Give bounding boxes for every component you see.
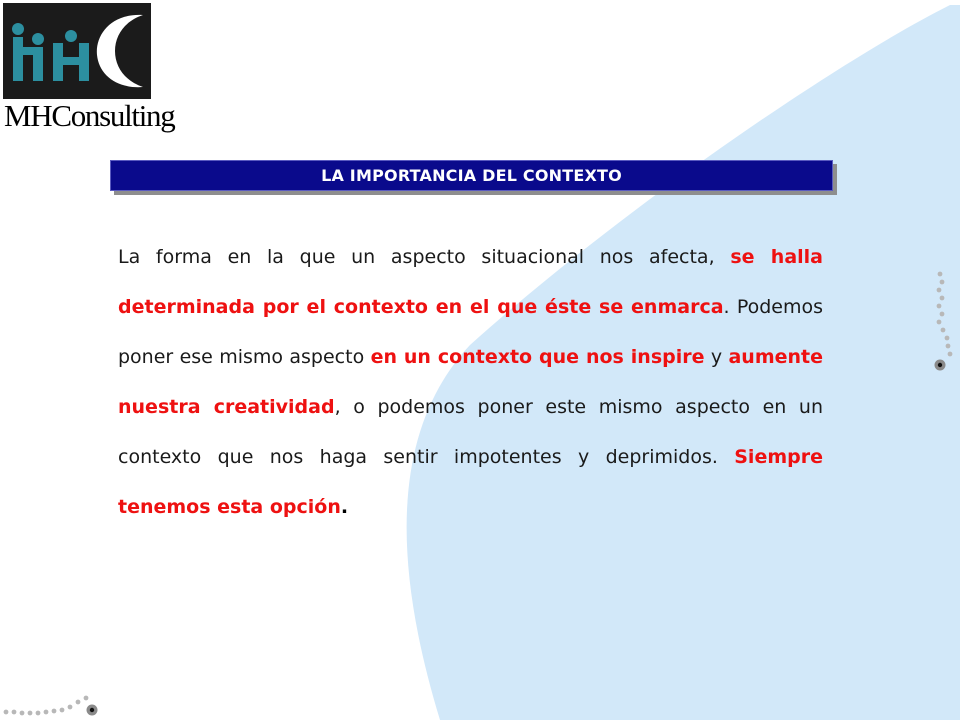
mhc-logo-icon [3,3,151,99]
slide-title-text: LA IMPORTANCIA DEL CONTEXTO [321,166,622,185]
body-paragraph [118,232,823,532]
paragraph-segment: La forma en la que un aspecto situacional nos afecta, [118,246,731,268]
paragraph-highlight: aumente nuestra creatividad [118,346,824,418]
paragraph-final-period: . [340,496,349,518]
paragraph-highlight: en un contexto que nos inspire [370,346,705,368]
logo-company-name: MHConsulting [4,98,175,133]
paragraph-highlight: se halla determinada por el contexto en el que éste se enmarca [118,246,823,318]
paragraph-segment: , o podemos poner este mismo aspecto en un contexto que nos haga sentir impotentes y deprimidos. [118,396,823,468]
decorative-dots-bottom [0,680,110,720]
paragraph-segment: y [704,346,729,368]
paragraph-segment: . Podemos poner ese mismo aspecto [118,296,824,368]
slide-title [110,160,833,191]
company-logo [0,0,175,135]
decorative-dots-right [920,260,960,380]
paragraph-highlight: Siempre tenemos esta opción [118,446,823,518]
